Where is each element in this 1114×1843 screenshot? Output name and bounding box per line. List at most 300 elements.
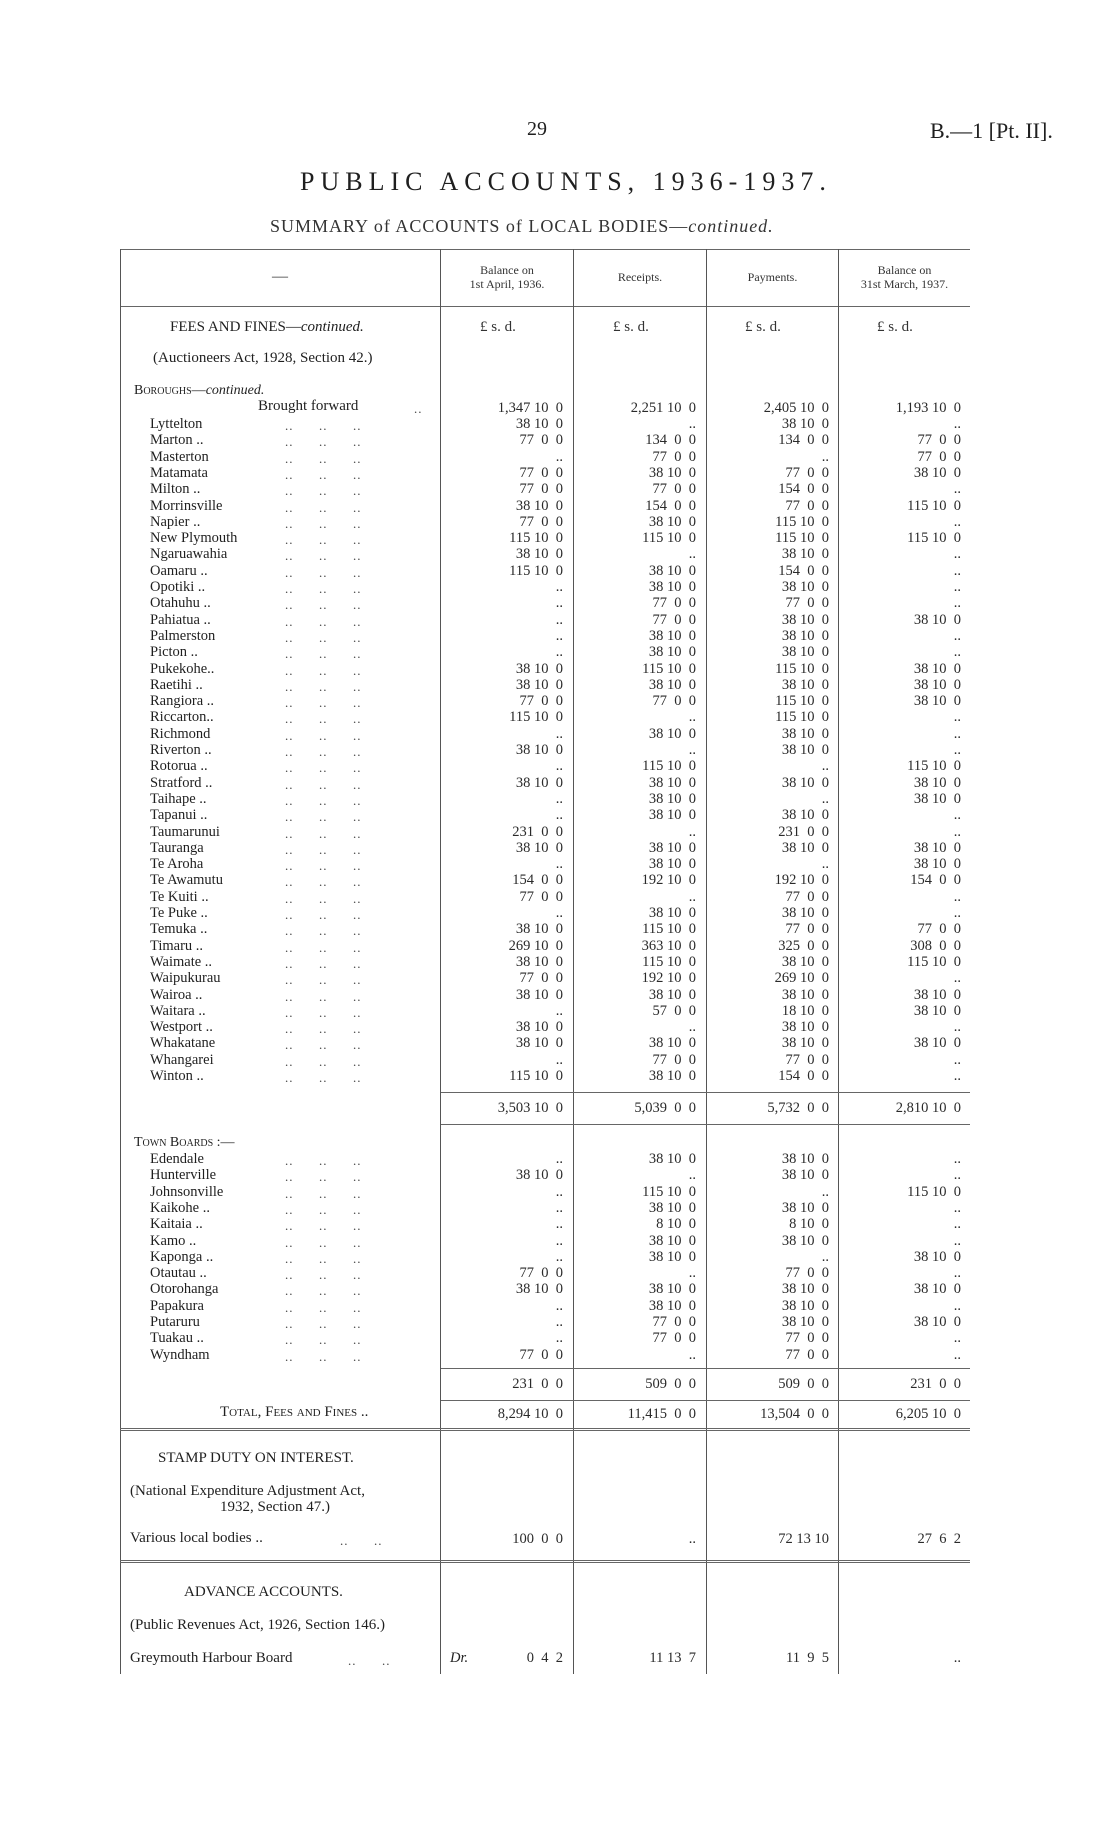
cell-value: 38 10 0 xyxy=(781,1035,829,1052)
stamp-duty-value: 27 6 2 xyxy=(917,1531,961,1547)
leader-dots: .. .. .. xyxy=(285,581,362,596)
row-label: Picton .. xyxy=(150,644,198,661)
grand-total-value: 6,205 10 0 xyxy=(895,1406,961,1422)
boroughs-heading-text: Boroughs— xyxy=(134,383,206,398)
cell-value: .. xyxy=(953,416,961,432)
row-label: Napier .. xyxy=(150,513,201,530)
advance-act-reference: (Public Revenues Act, 1926, Section 146.) xyxy=(130,1617,385,1633)
row-label: Waimate .. xyxy=(150,953,213,970)
cell-value: 115 10 0 xyxy=(509,562,563,579)
cell-value: 38 10 0 xyxy=(648,807,696,824)
leader-dots: .. .. .. xyxy=(285,939,362,955)
cell-value: 38 10 0 xyxy=(648,644,696,661)
leader-dots: .. .. .. xyxy=(285,1250,362,1266)
cell-value: 77 0 0 xyxy=(519,464,563,481)
cell-value: 115 10 0 xyxy=(907,953,961,970)
cell-value: .. xyxy=(688,1019,696,1036)
leader-dots: .. .. .. xyxy=(285,678,362,694)
cell-value: .. xyxy=(953,1167,961,1184)
cell-value: .. xyxy=(555,1297,563,1314)
leader-dots: .. .. .. xyxy=(285,809,362,825)
row-label: Otahuhu .. xyxy=(150,595,211,612)
cell-value: 38 10 0 xyxy=(648,676,696,693)
cell-value: 38 10 0 xyxy=(515,546,563,563)
cell-value: .. xyxy=(688,1265,696,1282)
cell-value: 154 0 0 xyxy=(910,872,961,889)
cell-value: 77 0 0 xyxy=(652,448,696,465)
town-boards-total-value: 231 0 0 xyxy=(512,1376,563,1392)
cell-value: 38 10 0 xyxy=(913,1035,961,1052)
row-label: Hunterville xyxy=(150,1167,217,1184)
cell-value: 77 0 0 xyxy=(652,595,696,612)
stamp-duty-act-line2: 1932, Section 47.) xyxy=(220,1499,330,1515)
row-label: Kaitaia .. xyxy=(150,1216,203,1233)
cell-value: 154 0 0 xyxy=(778,1068,829,1084)
cell-value: .. xyxy=(821,856,829,873)
advance-value: 11 13 7 xyxy=(649,1650,696,1666)
cell-value: .. xyxy=(555,1330,563,1347)
leader-dots: .. .. .. xyxy=(285,760,362,776)
row-label: Kaponga .. xyxy=(150,1248,214,1265)
cell-value: 77 0 0 xyxy=(785,1265,829,1282)
cell-value: .. xyxy=(555,1183,563,1200)
brought-forward-value: 1,347 10 0 xyxy=(497,400,563,416)
cell-value: .. xyxy=(688,1167,696,1184)
town-boards-total-rule xyxy=(441,1400,970,1401)
row-label: Wairoa .. xyxy=(150,986,203,1003)
cell-value: 308 0 0 xyxy=(910,937,961,954)
debit-marker: Dr. xyxy=(450,1650,469,1666)
row-label: Milton .. xyxy=(150,481,201,498)
cell-value: .. xyxy=(953,1297,961,1314)
cell-value: 115 10 0 xyxy=(775,660,829,677)
balance-on-label-2: Balance on xyxy=(877,263,932,277)
cell-value: 38 10 0 xyxy=(648,464,696,481)
leader-dots: .. .. .. xyxy=(285,1267,362,1283)
cell-value: 115 10 0 xyxy=(775,530,829,547)
cell-value: 154 0 0 xyxy=(778,481,829,498)
cell-value: .. xyxy=(555,644,563,661)
unit-label-col1: £ s. d. xyxy=(480,319,516,335)
cell-value: 38 10 0 xyxy=(648,1248,696,1265)
page-title: PUBLIC ACCOUNTS, 1936-1937. xyxy=(300,167,832,196)
cell-value: .. xyxy=(688,1346,696,1363)
stamp-duty-dots: .. .. xyxy=(340,1533,383,1548)
stamp-duty-value: .. xyxy=(688,1531,696,1547)
cell-value: 77 0 0 xyxy=(917,432,961,449)
leader-dots: .. .. .. xyxy=(285,744,362,759)
cell-value: 77 0 0 xyxy=(519,1346,563,1363)
cell-value: 115 10 0 xyxy=(907,497,961,514)
cell-value: 115 10 0 xyxy=(642,530,696,547)
cell-value: .. xyxy=(953,513,961,530)
cell-value: 38 10 0 xyxy=(515,1167,563,1184)
cell-value: 38 10 0 xyxy=(515,839,563,856)
cell-value: 77 0 0 xyxy=(652,1051,696,1068)
cell-value: 38 10 0 xyxy=(781,627,829,644)
cell-value: 38 10 0 xyxy=(913,464,961,481)
cell-value: 77 0 0 xyxy=(785,1330,829,1347)
cell-value: 38 10 0 xyxy=(781,644,829,661)
cell-value: .. xyxy=(953,888,961,905)
leader-dots: .. .. .. xyxy=(285,955,362,971)
cell-value: 115 10 0 xyxy=(775,693,829,710)
row-label: Putaruru xyxy=(150,1314,200,1330)
column-header-receipts: Receipts. xyxy=(617,270,663,284)
cell-value: .. xyxy=(688,416,696,432)
row-label: Taihape .. xyxy=(150,790,207,807)
town-boards-total-value: 231 0 0 xyxy=(910,1376,961,1392)
row-label: Tuakau .. xyxy=(150,1330,204,1347)
cell-value: .. xyxy=(953,1068,961,1084)
cell-value: 38 10 0 xyxy=(648,790,696,807)
cell-value: 77 0 0 xyxy=(519,481,563,498)
leader-dots: .. .. .. xyxy=(285,662,362,678)
leader-dots: .. .. .. xyxy=(285,874,362,890)
cell-value: 269 10 0 xyxy=(508,937,563,954)
cell-value: 38 10 0 xyxy=(648,562,696,579)
leader-dots: .. .. .. xyxy=(285,466,362,482)
cell-value: 38 10 0 xyxy=(781,839,829,856)
row-label: Otautau .. xyxy=(150,1265,207,1282)
row-label: Matamata xyxy=(150,464,208,481)
leader-dots: .. .. .. xyxy=(285,727,362,743)
cell-value: .. xyxy=(555,1232,563,1249)
cell-value: 325 0 0 xyxy=(778,937,829,954)
fees-heading-text: FEES AND FINES— xyxy=(170,319,301,335)
cell-value: 192 10 0 xyxy=(641,872,696,889)
cell-value: .. xyxy=(953,1051,961,1068)
cell-value: 38 10 0 xyxy=(648,579,696,595)
stamp-duty-row-label: Various local bodies .. xyxy=(130,1530,263,1546)
page-number: 29 xyxy=(527,118,547,140)
cell-value: 77 0 0 xyxy=(785,921,829,938)
cell-value: 77 0 0 xyxy=(785,464,829,481)
cell-value: 38 10 0 xyxy=(913,1248,961,1265)
row-label: Papakura xyxy=(150,1297,204,1314)
leader-dots: .. .. .. xyxy=(285,1004,362,1020)
cell-value: 77 0 0 xyxy=(519,888,563,905)
cell-value: 38 10 0 xyxy=(515,742,563,758)
march-date-label: 31st March, 1937. xyxy=(860,277,949,291)
cell-value: 38 10 0 xyxy=(781,676,829,693)
stamp-duty-act-line1: (National Expenditure Adjustment Act, xyxy=(130,1483,365,1499)
cell-value: 115 10 0 xyxy=(907,758,961,775)
brought-forward-value: 2,405 10 0 xyxy=(763,400,829,416)
cell-value: .. xyxy=(953,1151,961,1167)
cell-value: 38 10 0 xyxy=(913,790,961,807)
cell-value: 38 10 0 xyxy=(913,1314,961,1330)
row-label: Whangarei xyxy=(150,1051,214,1068)
row-label: Taumarunui xyxy=(150,823,220,840)
leader-dots: .. .. .. xyxy=(285,564,362,580)
cell-value: 38 10 0 xyxy=(913,856,961,873)
cell-value: 231 0 0 xyxy=(778,823,829,840)
fees-act-reference: (Auctioneers Act, 1928, Section 42.) xyxy=(153,350,373,366)
row-label: Raetihi .. xyxy=(150,676,203,693)
cell-value: 77 0 0 xyxy=(917,448,961,465)
cell-value: 134 0 0 xyxy=(645,432,696,449)
cell-value: .. xyxy=(953,823,961,840)
cell-value: 134 0 0 xyxy=(778,432,829,449)
column-header-balance-march xyxy=(839,263,970,291)
cell-value: .. xyxy=(688,742,696,758)
leader-dots: .. .. .. xyxy=(285,1021,362,1037)
cell-value: .. xyxy=(555,579,563,595)
summary-title-continued: continued. xyxy=(688,216,774,236)
cell-value: 231 0 0 xyxy=(512,823,563,840)
cell-value: 38 10 0 xyxy=(515,774,563,791)
row-label: Westport .. xyxy=(150,1019,213,1036)
cell-value: .. xyxy=(953,1346,961,1363)
advance-value: 11 9 5 xyxy=(786,1650,829,1666)
cell-value: 38 10 0 xyxy=(515,1035,563,1052)
cell-value: 77 0 0 xyxy=(519,970,563,987)
leader-dots: .. .. .. xyxy=(285,483,362,499)
stamp-duty-value: 100 0 0 xyxy=(512,1531,563,1547)
cell-value: 38 10 0 xyxy=(515,921,563,938)
cell-value: .. xyxy=(688,823,696,840)
cell-value: .. xyxy=(555,856,563,873)
balance-on-label: Balance on xyxy=(480,263,534,277)
cell-value: 38 10 0 xyxy=(913,986,961,1003)
cell-value: 38 10 0 xyxy=(648,839,696,856)
cell-value: 38 10 0 xyxy=(913,611,961,628)
cell-value: 363 10 0 xyxy=(641,937,696,954)
cell-value: 38 10 0 xyxy=(648,1232,696,1249)
cell-value: .. xyxy=(953,481,961,498)
column-header-payments: Payments. xyxy=(747,270,798,284)
cell-value: 38 10 0 xyxy=(781,1019,829,1036)
cell-value: .. xyxy=(555,1248,563,1265)
leader-dots: .. .. .. xyxy=(285,792,362,808)
cell-value: .. xyxy=(688,546,696,563)
cell-value: 77 0 0 xyxy=(785,1346,829,1363)
row-label: Te Puke .. xyxy=(150,905,208,921)
column-header-dash: — xyxy=(272,268,288,285)
row-label: Rangiora .. xyxy=(150,693,215,710)
leader-dots: .. .. .. xyxy=(285,418,362,433)
row-label: Winton .. xyxy=(150,1068,204,1084)
cell-value: 77 0 0 xyxy=(519,693,563,710)
cell-value: 38 10 0 xyxy=(781,905,829,921)
cell-value: .. xyxy=(953,1265,961,1282)
row-label: Stratford .. xyxy=(150,774,213,791)
cell-value: 38 10 0 xyxy=(515,986,563,1003)
cell-value: .. xyxy=(953,644,961,661)
cell-value: 38 10 0 xyxy=(515,1281,563,1298)
row-label: Te Awamutu xyxy=(150,872,223,889)
row-label: Waitara .. xyxy=(150,1002,206,1019)
cell-value: 192 10 0 xyxy=(641,970,696,987)
town-boards-heading: Town Boards :— xyxy=(134,1135,235,1150)
row-label: Kamo .. xyxy=(150,1232,197,1249)
cell-value: 38 10 0 xyxy=(781,611,829,628)
row-label: Whakatane xyxy=(150,1035,216,1052)
unit-label-col2: £ s. d. xyxy=(613,319,649,335)
leader-dots: .. .. .. xyxy=(285,1053,362,1069)
cell-value: 38 10 0 xyxy=(781,725,829,742)
brought-forward-value: 1,193 10 0 xyxy=(895,400,961,416)
cell-value: .. xyxy=(555,1314,563,1330)
row-label: Tauranga xyxy=(150,839,204,856)
boroughs-total-value: 5,732 0 0 xyxy=(767,1100,829,1116)
grand-total-value: 13,504 0 0 xyxy=(760,1406,829,1422)
leader-dots: .. .. .. xyxy=(285,1218,362,1234)
leader-dots: .. .. .. xyxy=(285,450,362,466)
leader-dots: .. .. .. xyxy=(285,1332,362,1348)
cell-value: 38 10 0 xyxy=(515,676,563,693)
cell-value: 192 10 0 xyxy=(774,872,829,889)
row-label: Palmerston xyxy=(150,627,216,644)
cell-value: .. xyxy=(555,611,563,628)
cell-value: 38 10 0 xyxy=(913,839,961,856)
cell-value: 38 10 0 xyxy=(648,725,696,742)
cell-value: 154 0 0 xyxy=(778,562,829,579)
cell-value: 77 0 0 xyxy=(785,888,829,905)
boroughs-heading-continued: continued. xyxy=(205,383,265,398)
cell-value: .. xyxy=(688,709,696,726)
boroughs-total-rule xyxy=(441,1124,970,1125)
cell-value: .. xyxy=(555,1199,563,1216)
brought-forward-value: 2,251 10 0 xyxy=(630,400,696,416)
cell-value: 38 10 0 xyxy=(781,416,829,432)
advance-value: .. xyxy=(953,1650,961,1666)
cell-value: 38 10 0 xyxy=(913,676,961,693)
cell-value: .. xyxy=(953,1232,961,1249)
leader-dots: .. .. .. xyxy=(285,515,362,531)
cell-value: 38 10 0 xyxy=(913,660,961,677)
row-label: Rotorua .. xyxy=(150,758,208,775)
cell-value: .. xyxy=(555,790,563,807)
cell-value: 38 10 0 xyxy=(515,660,563,677)
leader-dots: .. .. .. xyxy=(285,825,362,841)
cell-value: .. xyxy=(953,742,961,758)
cell-value: 38 10 0 xyxy=(648,905,696,921)
leader-dots: .. .. .. xyxy=(285,1153,362,1168)
row-label: Masterton xyxy=(150,448,209,465)
grand-total-label: Total, Fees and Fines .. xyxy=(220,1404,369,1420)
cell-value: 77 0 0 xyxy=(652,481,696,498)
cell-value: 38 10 0 xyxy=(515,953,563,970)
leader-dots: .. .. .. xyxy=(285,1185,362,1201)
cell-value: .. xyxy=(555,1216,563,1233)
cell-value: 38 10 0 xyxy=(781,807,829,824)
cell-value: 115 10 0 xyxy=(775,709,829,726)
cell-value: 77 0 0 xyxy=(785,595,829,612)
town-boards-total-value: 509 0 0 xyxy=(778,1376,829,1392)
cell-value: 115 10 0 xyxy=(775,513,829,530)
cell-value: 115 10 0 xyxy=(907,1183,961,1200)
cell-value: .. xyxy=(821,448,829,465)
cell-value: .. xyxy=(821,1248,829,1265)
advance-value: 0 4 2 xyxy=(526,1650,563,1666)
leader-dots: .. .. .. xyxy=(285,1037,362,1053)
row-label: Opotiki .. xyxy=(150,579,206,595)
cell-value: 38 10 0 xyxy=(781,774,829,791)
leader-dots: .. .. .. xyxy=(285,646,362,662)
cell-value: 77 0 0 xyxy=(917,921,961,938)
cell-value: 269 10 0 xyxy=(774,970,829,987)
advance-row-label: Greymouth Harbour Board xyxy=(130,1650,293,1666)
cell-value: .. xyxy=(953,595,961,612)
leader-dots: .. .. .. xyxy=(285,711,362,727)
cell-value: .. xyxy=(953,709,961,726)
cell-value: 38 10 0 xyxy=(913,693,961,710)
cell-value: 57 0 0 xyxy=(652,1002,696,1019)
cell-value: .. xyxy=(953,627,961,644)
cell-value: 38 10 0 xyxy=(781,742,829,758)
cell-value: 115 10 0 xyxy=(642,953,696,970)
row-label: Ngaruawahia xyxy=(150,546,228,563)
leader-dots: .. .. .. xyxy=(285,1201,362,1217)
row-label: Waipukurau xyxy=(150,970,221,987)
row-label: Pahiatua .. xyxy=(150,611,211,628)
town-boards-subtotal-rule xyxy=(441,1368,970,1369)
stamp-duty-rule xyxy=(120,1560,970,1563)
leader-dots: .. .. .. xyxy=(285,923,362,939)
row-label: Johnsonville xyxy=(150,1183,224,1200)
row-label: New Plymouth xyxy=(150,530,238,547)
column-header-balance-april xyxy=(441,263,573,291)
fees-heading xyxy=(170,319,364,336)
leader-dots: .. .. .. xyxy=(285,776,362,792)
leader-dots: .. .. .. xyxy=(285,1299,362,1315)
cell-value: .. xyxy=(821,758,829,775)
cell-value: 77 0 0 xyxy=(652,693,696,710)
cell-value: 38 10 0 xyxy=(648,513,696,530)
row-label: Kaikohe .. xyxy=(150,1199,210,1216)
cell-value: .. xyxy=(953,546,961,563)
cell-value: 38 10 0 xyxy=(648,1297,696,1314)
brought-forward-dots: .. xyxy=(414,401,423,416)
cell-value: 77 0 0 xyxy=(652,1314,696,1330)
cell-value: 77 0 0 xyxy=(652,611,696,628)
cell-value: .. xyxy=(555,595,563,612)
boroughs-subtotal-rule xyxy=(441,1092,970,1093)
boroughs-heading xyxy=(134,383,264,399)
cell-value: .. xyxy=(953,1199,961,1216)
cell-value: 38 10 0 xyxy=(781,579,829,595)
cell-value: 38 10 0 xyxy=(913,1002,961,1019)
cell-value: 38 10 0 xyxy=(781,1232,829,1249)
cell-value: .. xyxy=(953,1019,961,1036)
unit-label-col4: £ s. d. xyxy=(877,319,913,335)
cell-value: .. xyxy=(555,1002,563,1019)
cell-value: 38 10 0 xyxy=(515,497,563,514)
town-boards-total-value: 509 0 0 xyxy=(645,1376,696,1392)
boroughs-total-value: 5,039 0 0 xyxy=(634,1100,696,1116)
cell-value: 77 0 0 xyxy=(785,1051,829,1068)
row-label: Edendale xyxy=(150,1151,204,1167)
cell-value: .. xyxy=(688,888,696,905)
cell-value: 38 10 0 xyxy=(781,1297,829,1314)
leader-dots: .. .. .. xyxy=(285,1283,362,1299)
leader-dots: .. .. .. xyxy=(285,434,362,450)
row-label: Te Kuiti .. xyxy=(150,888,209,905)
row-label: Otorohanga xyxy=(150,1281,219,1298)
cell-value: 38 10 0 xyxy=(913,774,961,791)
unit-label-col3: £ s. d. xyxy=(745,319,781,335)
cell-value: .. xyxy=(555,627,563,644)
cell-value: 8 10 0 xyxy=(656,1216,696,1233)
grand-total-rule xyxy=(120,1428,970,1431)
leader-dots: .. .. .. xyxy=(285,972,362,988)
cell-value: 115 10 0 xyxy=(642,660,696,677)
table-top-rule xyxy=(120,249,970,250)
cell-value: .. xyxy=(555,448,563,465)
cell-value: 154 0 0 xyxy=(512,872,563,889)
